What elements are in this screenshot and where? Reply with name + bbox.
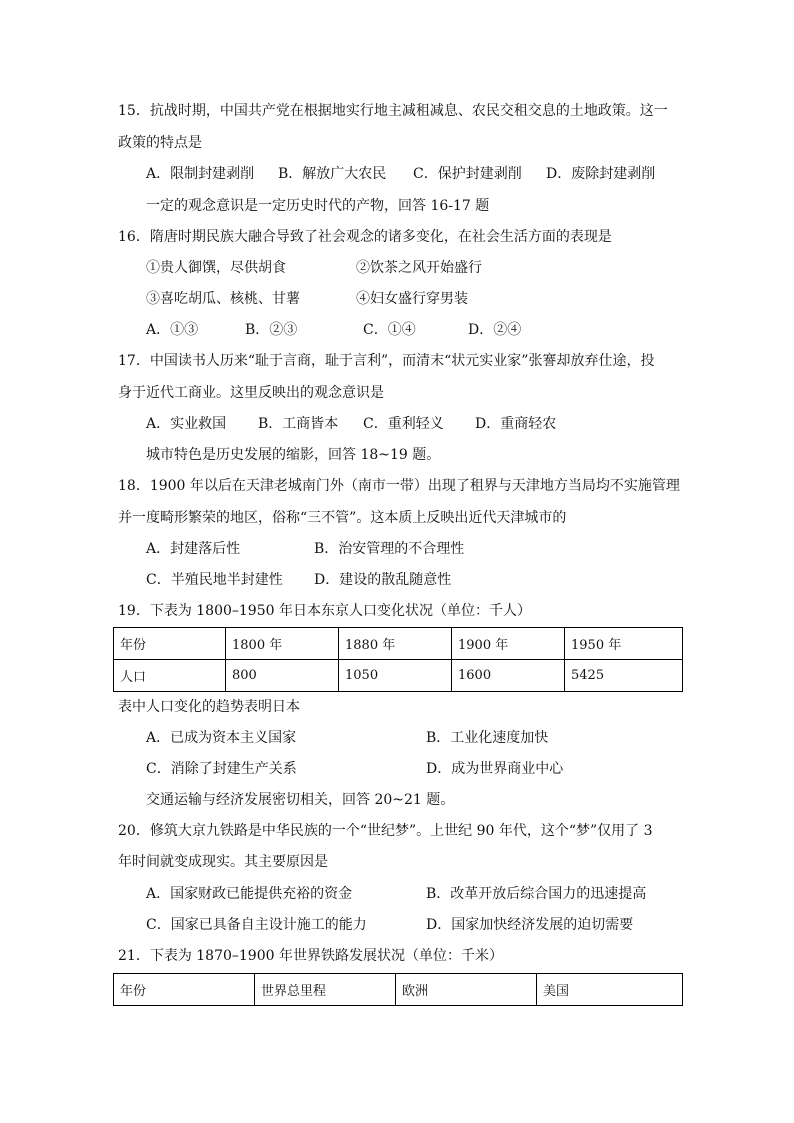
q15-option-d: D．废除封建剥削 <box>546 166 656 182</box>
table-cell: 1900 年 <box>452 628 565 660</box>
q15-option-a: A．限制封建剥削 <box>146 166 255 182</box>
q15-stem-line1: 15．抗战时期，中国共产党在根据地实行地主减租减息、农民交租交息的土地政策。这一 <box>118 103 668 119</box>
intro-18-19: 城市特色是历史发展的缩影，回答 18~19 题。 <box>146 447 441 463</box>
intro-16-17: 一定的观念意识是一定历史时代的产物，回答 16-17 题 <box>146 198 490 214</box>
table-cell: 1950 年 <box>565 628 683 660</box>
q19-after-table: 表中人口变化的趋势表明日本 <box>118 699 300 715</box>
q21-stem: 21．下表为 1870–1900 年世界铁路发展状况（单位：千米） <box>118 948 503 964</box>
q16-stem: 16．隋唐时期民族大融合导致了社会观念的诸多变化，在社会生活方面的表现是 <box>118 229 612 245</box>
table-cell: 年份 <box>114 628 226 660</box>
q15-option-b: B．解放广大农民 <box>278 166 387 182</box>
q20-option-a: A．国家财政已能提供充裕的资金 <box>146 886 353 902</box>
q16-item-3: ③喜吃胡瓜、核桃、甘薯 <box>146 291 300 307</box>
table-cell: 5425 <box>565 660 683 692</box>
q19-option-c: C．消除了封建生产关系 <box>146 761 297 777</box>
q20-option-d: D．国家加快经济发展的迫切需要 <box>426 917 634 933</box>
q17-option-c: C．重利轻义 <box>363 416 444 432</box>
table-header-row <box>114 974 683 1006</box>
table-cell: 欧洲 <box>396 974 537 1006</box>
q16-option-a: A．①③ <box>146 322 199 338</box>
q18-stem-line2: 并一度畸形繁荣的地区，俗称“三不管”。这本质上反映出近代天津城市的 <box>118 510 567 526</box>
q19-option-a: A．已成为资本主义国家 <box>146 730 297 746</box>
q19-option-d: D．成为世界商业中心 <box>426 761 564 777</box>
q18-option-c: C．半殖民地半封建性 <box>146 572 283 588</box>
q21-railway-table <box>113 973 683 1006</box>
q17-option-d: D．重商轻农 <box>475 416 557 432</box>
table-cell: 1800 年 <box>226 628 339 660</box>
table-cell: 1880 年 <box>339 628 452 660</box>
q15-stem-line2: 政策的特点是 <box>118 135 202 151</box>
q18-stem-line1: 18．1900 年以后在天津老城南门外（南市一带）出现了租界与天津地方当局均不实施管理 <box>118 478 680 494</box>
q17-option-b: B．工商皆本 <box>258 416 339 432</box>
q19-stem: 19．下表为 1800–1950 年日本东京人口变化状况（单位：千人） <box>118 603 531 619</box>
table-cell: 美国 <box>537 974 683 1006</box>
q19-population-table <box>113 627 683 692</box>
table-header-row <box>114 628 683 660</box>
table-row <box>114 660 683 692</box>
q20-stem-line2: 年时间就变成现实。其主要原因是 <box>118 854 328 870</box>
q20-option-b: B．改革开放后综合国力的迅速提高 <box>426 886 647 902</box>
table-cell: 人口 <box>114 660 226 692</box>
q17-stem-line1: 17．中国读书人历来“耻于言商，耻于言利”，而清末“状元实业家”张謇却放弃仕途，投 <box>118 353 655 369</box>
q17-option-a: A．实业救国 <box>146 416 227 432</box>
table-cell: 800 <box>226 660 339 692</box>
table-cell: 1600 <box>452 660 565 692</box>
q16-item-4: ④妇女盛行穿男装 <box>356 291 468 307</box>
q18-option-d: D．建设的散乱随意性 <box>314 572 452 588</box>
q16-option-b: B．②③ <box>245 322 298 338</box>
q20-option-c: C．国家已具备自主设计施工的能力 <box>146 917 367 933</box>
q17-stem-line2: 身于近代工商业。这里反映出的观念意识是 <box>118 385 384 401</box>
q18-option-a: A．封建落后性 <box>146 541 241 557</box>
table-cell: 1050 <box>339 660 452 692</box>
q15-option-c: C．保护封建剥削 <box>413 166 522 182</box>
table-cell: 世界总里程 <box>255 974 396 1006</box>
q18-option-b: B．治安管理的不合理性 <box>314 541 465 557</box>
intro-20-21: 交通运输与经济发展密切相关，回答 20~21 题。 <box>146 792 455 808</box>
table-cell: 年份 <box>114 974 255 1006</box>
q20-stem-line1: 20．修筑大京九铁路是中华民族的一个“世纪梦”。上世纪 90 年代，这个“梦”仅用了 3 <box>118 823 653 839</box>
q16-option-d: D．②④ <box>468 322 522 338</box>
q19-option-b: B．工业化速度加快 <box>426 730 549 746</box>
q16-item-1: ①贵人御馔，尽供胡食 <box>146 260 286 276</box>
q16-option-c: C．①④ <box>363 322 416 338</box>
q16-item-2: ②饮茶之风开始盛行 <box>356 260 482 276</box>
